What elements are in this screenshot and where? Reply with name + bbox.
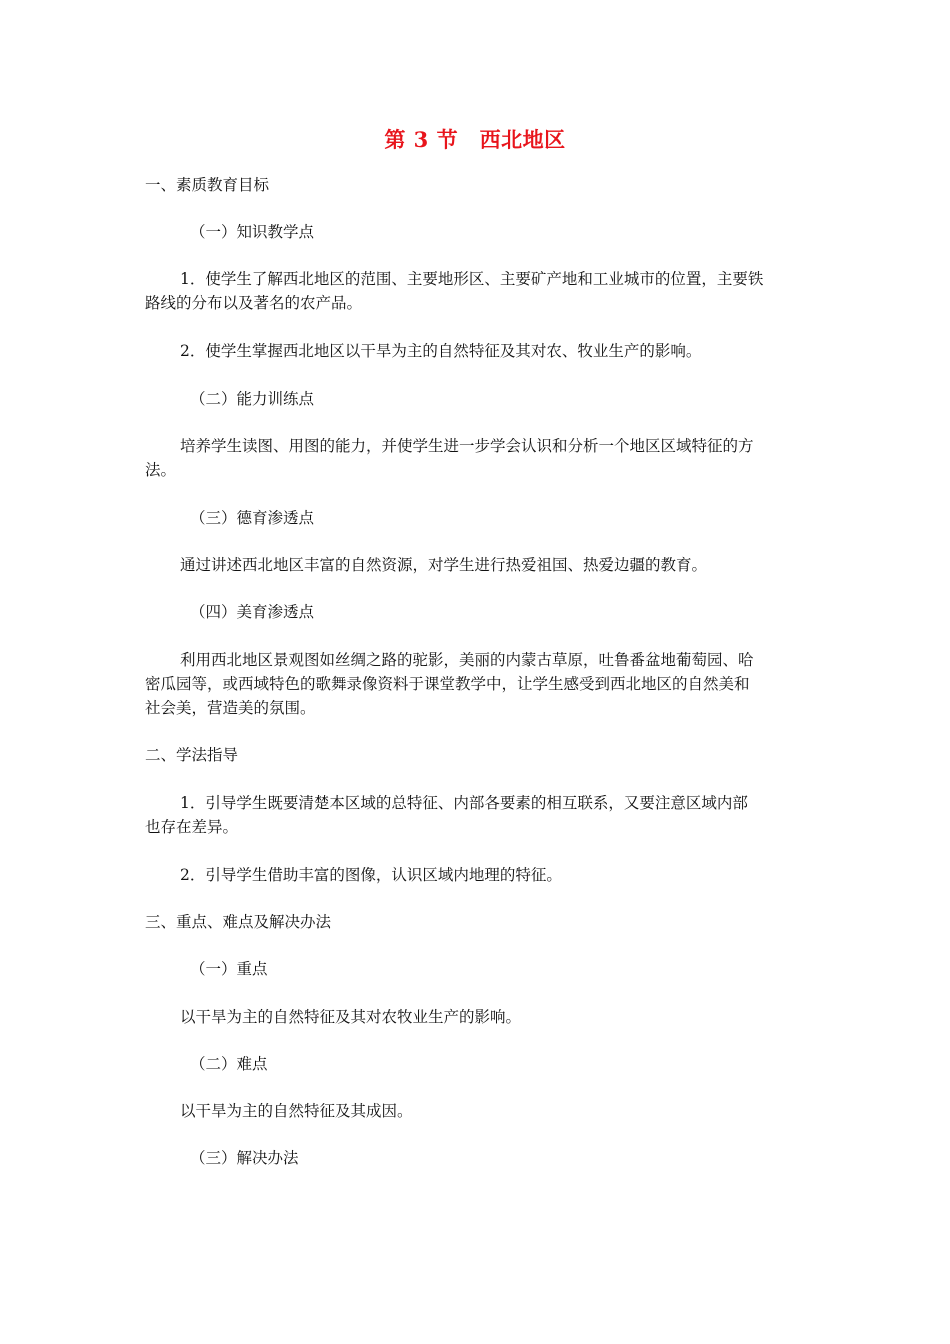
paragraph-line: 通过讲述西北地区丰富的自然资源，对学生进行热爱祖国、热爱边疆的教育。 xyxy=(180,556,708,574)
paragraph-line: 利用西北地区景观图如丝绸之路的驼影，美丽的内蒙古草原，吐鲁番盆地葡萄园、哈 xyxy=(180,651,754,669)
paragraph-line: 2．使学生掌握西北地区以干旱为主的自然特征及其对农、牧业生产的影响。 xyxy=(180,342,702,360)
paragraph-line: 法。 xyxy=(145,461,177,479)
paragraph-line: 1．引导学生既要清楚本区域的总特征、内部各要素的相互联系，又要注意区域内部 xyxy=(180,794,748,812)
paragraph-line: 以干旱为主的自然特征及其对农牧业生产的影响。 xyxy=(180,1008,522,1026)
section-heading-2: 二、学法指导 xyxy=(145,746,239,764)
subheading-moral: （三）德育渗透点 xyxy=(190,509,315,527)
subheading-aesthetic: （四）美育渗透点 xyxy=(190,603,315,621)
page-title: 第 3 节 西北地区 xyxy=(384,127,566,152)
paragraph-line: 培养学生读图、用图的能力，并使学生进一步学会认识和分析一个地区区域特征的方 xyxy=(180,437,754,455)
paragraph-line: 社会美，营造美的氛围。 xyxy=(145,699,316,717)
subheading-key-point: （一）重点 xyxy=(190,960,268,978)
subheading-difficulty: （二）难点 xyxy=(190,1055,268,1073)
paragraph-line: 2．引导学生借助丰富的图像，认识区域内地理的特征。 xyxy=(180,866,562,884)
paragraph-line: 密瓜园等，或西域特色的歌舞录像资料于课堂教学中，让学生感受到西北地区的自然美和 xyxy=(145,675,750,693)
subheading-ability: （二）能力训练点 xyxy=(190,390,315,408)
paragraph-line: 也存在差异。 xyxy=(145,818,239,836)
paragraph-line: 1．使学生了解西北地区的范围、主要地形区、主要矿产地和工业城市的位置，主要铁 xyxy=(180,270,764,288)
subheading-solution: （三）解决办法 xyxy=(190,1149,299,1167)
paragraph-line: 以干旱为主的自然特征及其成因。 xyxy=(180,1102,413,1120)
paragraph-line: 路线的分布以及著名的农产品。 xyxy=(145,294,363,312)
section-heading-1: 一、素质教育目标 xyxy=(145,176,270,194)
subheading-knowledge: （一）知识教学点 xyxy=(190,223,315,241)
section-heading-3: 三、重点、难点及解决办法 xyxy=(145,913,332,931)
